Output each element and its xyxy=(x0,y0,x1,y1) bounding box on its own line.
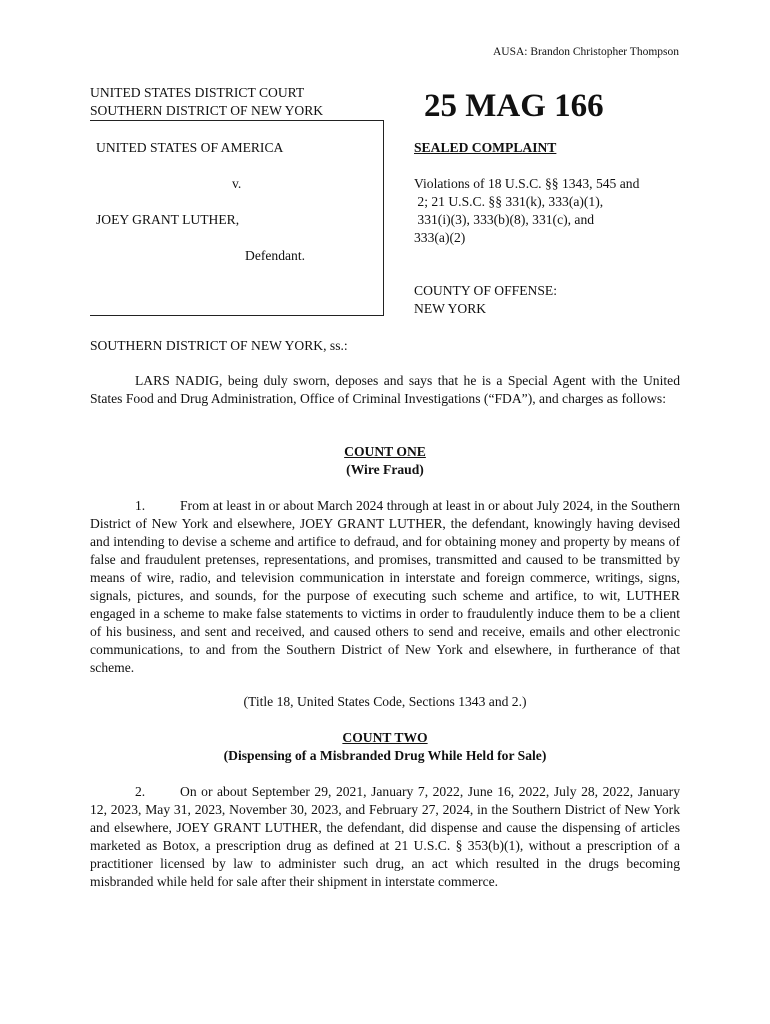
ausa-line: AUSA: Brandon Christopher Thompson xyxy=(492,46,679,58)
count-one-heading xyxy=(90,443,680,479)
paragraph-number: 1. xyxy=(135,498,146,513)
court-line-2: SOUTHERN DISTRICT OF NEW YORK xyxy=(90,103,324,118)
count-title: COUNT TWO xyxy=(342,730,428,745)
plaintiff-name: UNITED STATES OF AMERICA xyxy=(96,140,284,155)
defendant-label: Defendant. xyxy=(245,248,306,263)
violations-line: 2; 21 U.S.C. §§ 331(k), 333(a)(1), xyxy=(414,194,604,209)
count-one-citation: (Title 18, United States Code, Sections 1343 and 2.) xyxy=(243,694,527,709)
violations-line: Violations of 18 U.S.C. §§ 1343, 545 and xyxy=(414,176,640,191)
case-number: 25 MAG 166 xyxy=(424,88,604,124)
complaint-title: SEALED COMPLAINT xyxy=(414,140,557,155)
paragraph-number: 2. xyxy=(135,784,146,799)
court-name xyxy=(90,84,323,120)
defendant-name: JOEY GRANT LUTHER, xyxy=(96,212,240,227)
versus-label: v. xyxy=(232,176,242,191)
count-two-paragraph xyxy=(90,783,680,891)
violations-line: 333(a)(2) xyxy=(414,230,466,245)
count-subtitle: (Dispensing of a Misbranded Drug While Held for Sale) xyxy=(223,748,547,763)
paragraph-text: On or about September 29, 2021, January 7, 2022, June 16, 2022, July 28, 2022, January 12, 2023, May 31, 2023, November 30, 2023, and February 27, 2024, in the Southern District of New York and elsewhere, JOEY GRANT LUTHER, the defendant, did dispense and cause the dispensing of articles marketed as Botox, a prescription drug as defined at 21 U.S.C. § 353(b)(1), without a prescription of a practitioner licensed by law to administer such drug, an act which resulted in the drugs becoming misbranded while held for sale after their shipment in interstate commerce. xyxy=(90,784,680,889)
count-title: COUNT ONE xyxy=(344,444,426,459)
county-of-offense xyxy=(414,282,557,318)
paragraph-text: From at least in or about March 2024 through at least in or about July 2024, in the Southern District of New York and elsewhere, JOEY GRANT LUTHER, the defendant, knowingly having devised and intending to devise a scheme and artifice to defraud, and for obtaining money and property by means of false and fraudulent pretenses, representations, and promises, transmitted and caused to be transmitted by means of wire, radio, and television communication in interstate and foreign commerce, writings, signs, signals, pictures, and sounds, for the purpose of executing such scheme and artifice, to wit, LUTHER engaged in a scheme to make false statements to victims in order to fraudulently induce them to be a client of his business, and sent and received, and caused others to send and receive, emails and other electronic communications, to and from the Southern District of New York and elsewhere, in furtherance of that scheme. xyxy=(90,498,680,675)
count-one-paragraph xyxy=(90,497,680,677)
venue-line: SOUTHERN DISTRICT OF NEW YORK, ss.: xyxy=(90,338,348,353)
court-line-1: UNITED STATES DISTRICT COURT xyxy=(90,85,305,100)
county-value: NEW YORK xyxy=(414,301,487,316)
intro-paragraph: LARS NADIG, being duly sworn, deposes and says that he is a Special Agent with the United States Food and Drug Administration, Office of Criminal Investigations (“FDA”), and charges as follows: xyxy=(90,373,680,406)
violations-line: 331(i)(3), 333(b)(8), 331(c), and xyxy=(414,212,595,227)
violations-block xyxy=(414,175,674,247)
county-label: COUNTY OF OFFENSE: xyxy=(414,283,558,298)
count-subtitle: (Wire Fraud) xyxy=(346,462,424,477)
count-two-heading xyxy=(90,729,680,765)
